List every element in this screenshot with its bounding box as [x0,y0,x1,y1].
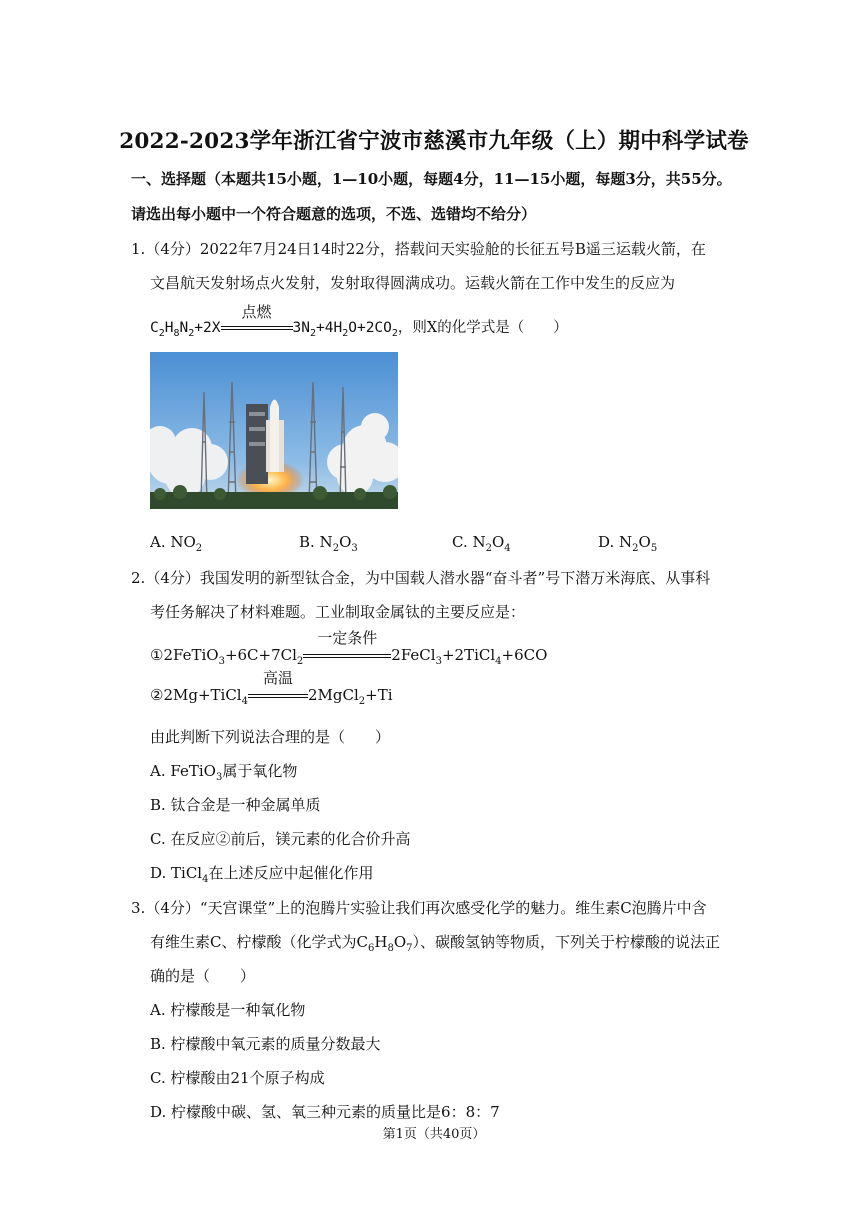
page-footer: 第1页（共40页） [382,1127,486,1142]
q1-option-d[interactable]: D. $N_2O_5$ [598,533,658,554]
q2-eq1-arrow [303,629,391,664]
q1-text-line1: （4分）2022年7月24日14时22分，搭载问天实验舱的长征五号B遥三运载火箭，在 [145,240,706,258]
q1-option-c[interactable]: C. $N_2O_4$ [452,533,511,554]
q2-text-line1: （4分）我国发明的新型钛合金，为中国载人潜水器“奋斗者”号下潜万米海底、从事科 [145,569,711,587]
q1-number: 1. [131,240,146,258]
q2-number: 2. [131,569,146,587]
q2-line1 [131,567,710,588]
q2-prompt: 由此判断下列说法合理的是（ ） [150,728,391,746]
q1-option-a[interactable]: A. $NO_2$ [150,533,203,554]
q1-condition: 点燃 [241,303,272,321]
q3-option-d[interactable]: D. 柠檬酸中碳、氢、氧三种元素的质量比是6：8：7 [150,1103,500,1121]
rocket-launch-photo [150,352,398,509]
q1-line2: 文昌航天发射场点火发射，发射取得圆满成功。运载火箭在工作中发生的反应为 [150,274,676,292]
q1-reaction-arrow [221,303,293,336]
exam-title: 2022-2023学年浙江省宁波市慈溪市九年级（上）期中科学试卷 [119,129,749,154]
q3-line1 [131,897,707,918]
q1-line1 [131,238,706,259]
q3-line3: 确的是（ ） [150,967,256,985]
q2-eq1-condition: 一定条件 [317,629,378,647]
q3-number: 3. [131,899,146,917]
q2-eq2-condition: 高温 [262,669,293,687]
q2-option-b[interactable]: B. 钛合金是一种金属单质 [150,796,321,814]
q1-option-b[interactable]: B. $N_2O_3$ [299,533,358,554]
q3-option-b[interactable]: B. 柠檬酸中氧元素的质量分数最大 [150,1035,381,1053]
q3-option-c[interactable]: C. 柠檬酸由21个原子构成 [150,1069,325,1087]
q2-equation-2: ②2Mg+TiCl$_4$ 高温 2MgCl$_2$+Ti [150,669,393,707]
q2-eq2-arrow [248,669,308,704]
q2-line2: 考任务解决了材料难题。工业制取金属钛的主要反应是： [150,603,526,621]
rocket-launch-illustration [150,352,398,509]
q3-option-a[interactable]: A. 柠檬酸是一种氧化物 [150,1001,306,1019]
q3-line2: 有维生素C、柠檬酸（化学式为$C_6H_8O_7$）、碳酸氢钠等物质，下列关于柠檬酸的说法正 [150,933,721,954]
q1-equation: $C_2H_8N_2+2X$ 点燃 $3N_2+4H_2O+2CO_2$，则X的化学式是（ ） [150,303,568,339]
section-heading-line2: 请选出每小题中一个符合题意的选项，不选、选错均不给分） [131,205,537,223]
q2-option-d[interactable]: D. TiCl$_4$在上述反应中起催化作用 [150,864,374,885]
q1-question-tail: ，则X的化学式是（ ） [397,320,568,336]
q2-option-a[interactable]: A. FeTiO$_3$属于氧化物 [150,762,298,783]
section-heading-line1: 一、选择题（本题共15小题，1—10小题，每题4分，11—15小题，每题3分，共55分。 [131,170,732,188]
q3-text-line1: （4分）“天宫课堂”上的泡腾片实验让我们再次感受化学的魅力。维生素C泡腾片中含 [145,899,707,917]
q2-equation-1: $①2FeTiO_3+6C+7Cl_2$ 一定条件 2FeCl$_3$+2TiCl$_4$+6CO [150,629,548,667]
q2-option-c[interactable]: C. 在反应②前后，镁元素的化合价升高 [150,830,411,848]
